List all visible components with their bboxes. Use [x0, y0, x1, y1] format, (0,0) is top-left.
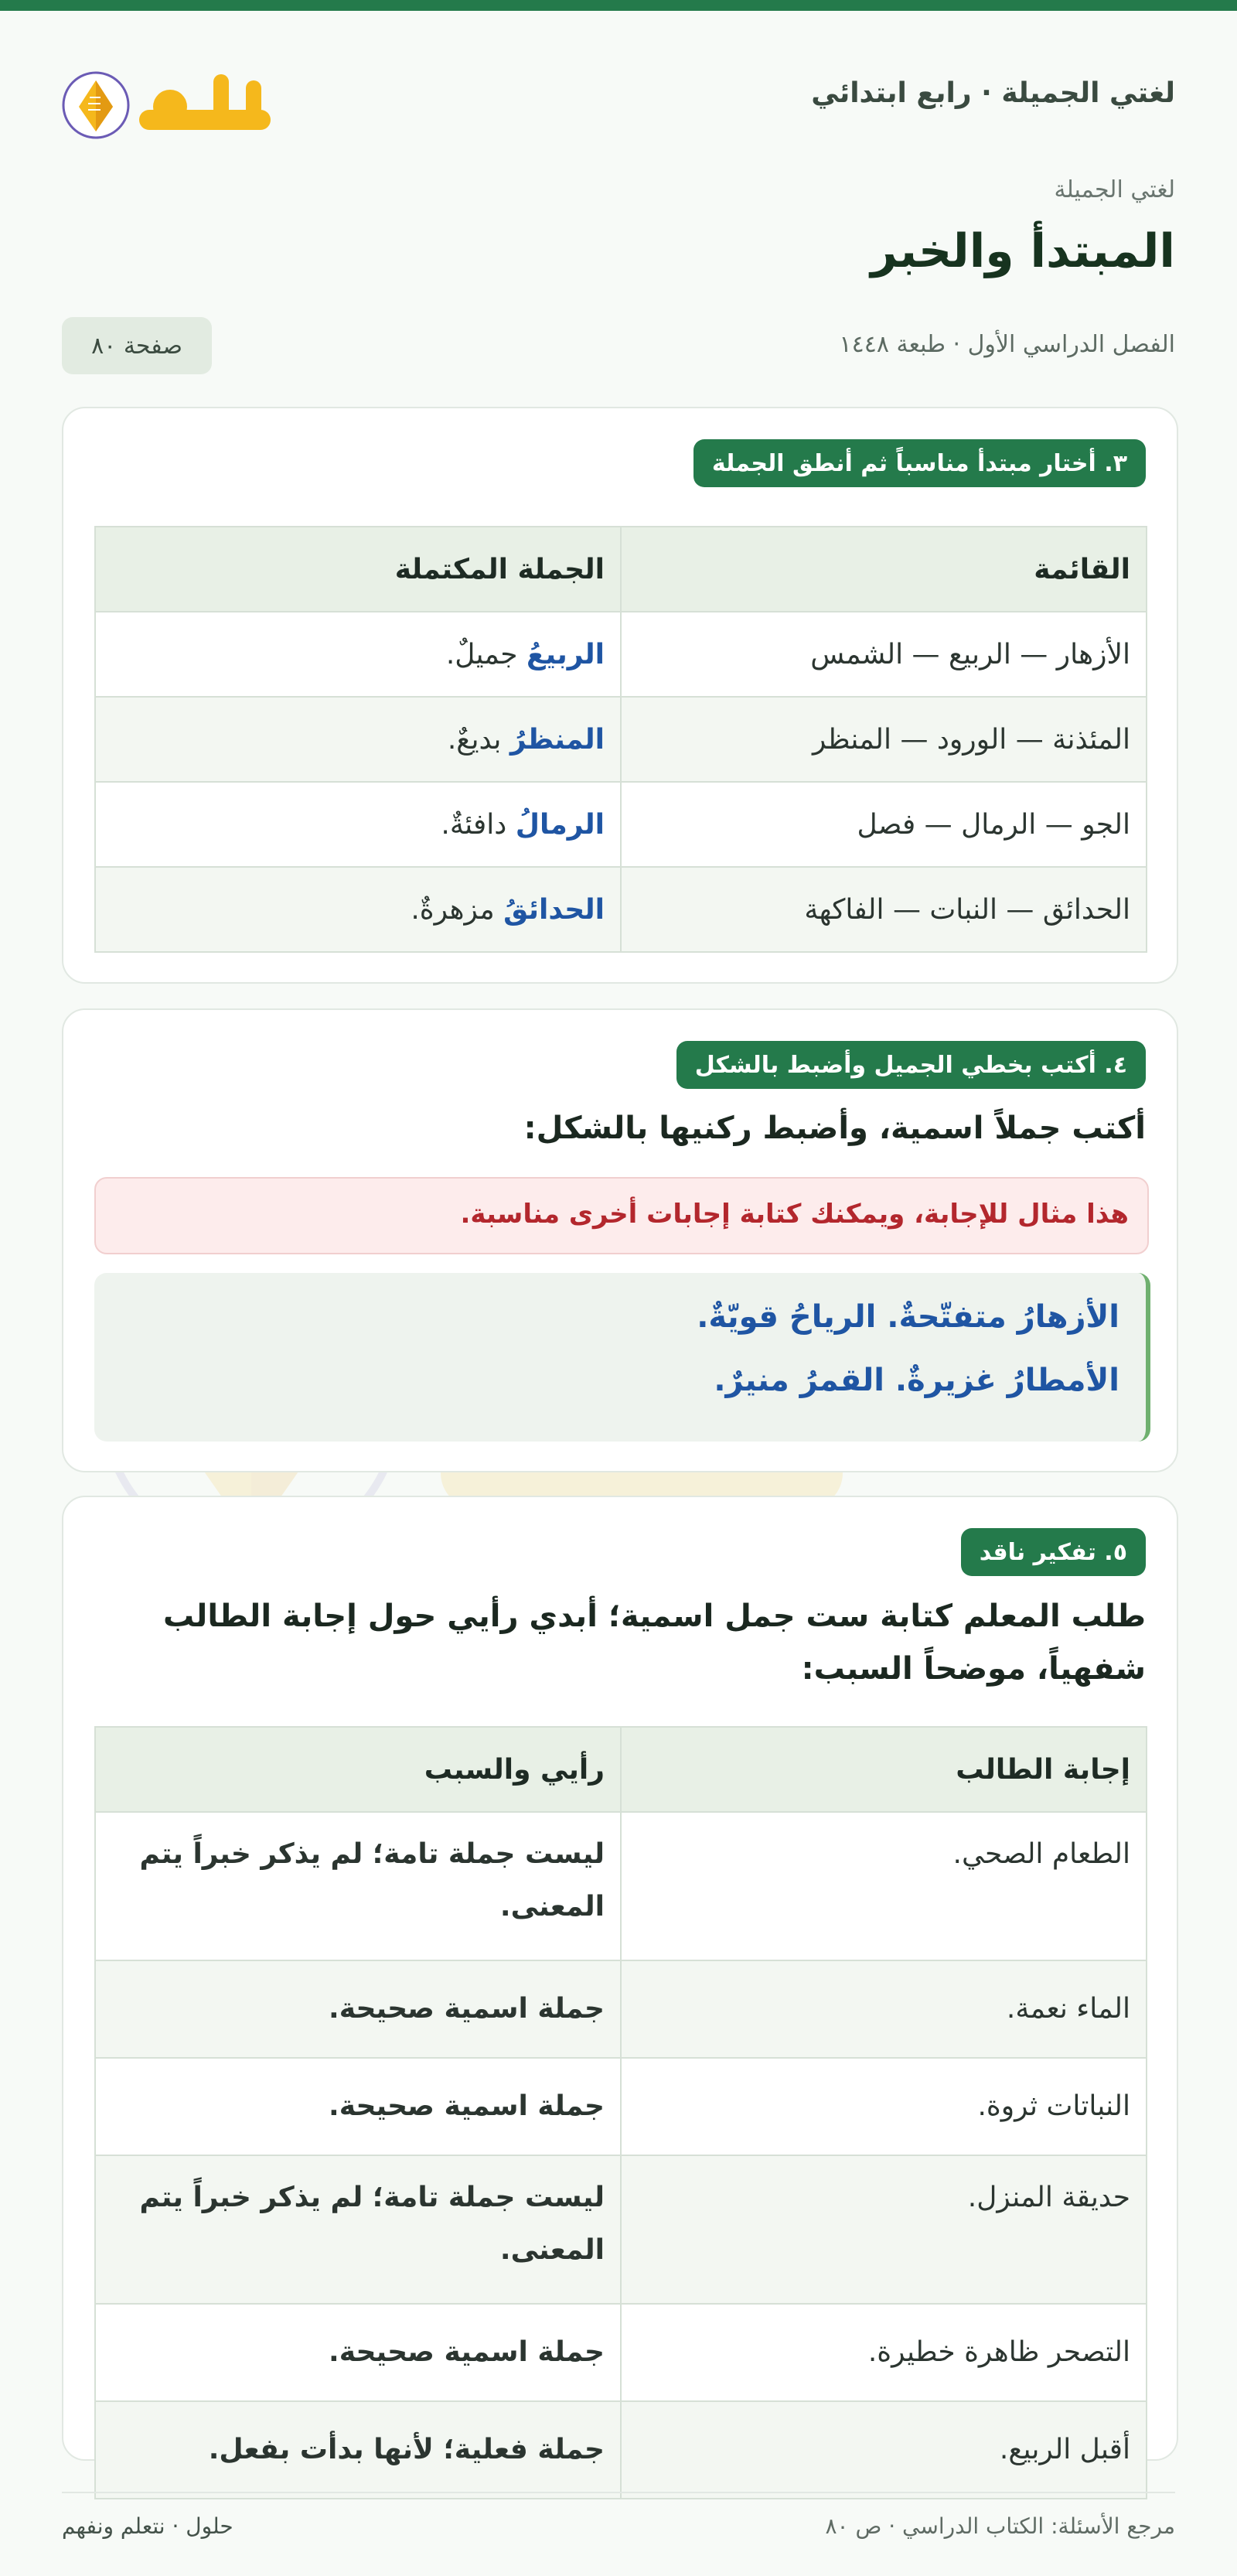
section-4-badge: ٤. أكتب بخطي الجميل وأضبط بالشكل: [676, 1041, 1146, 1089]
footer-brand: حلول · نتعلم ونفهم: [62, 2513, 233, 2539]
student-answer-cell: الماء نعمة.: [621, 1960, 1147, 2058]
section-4-instruction: أكتب جملاً اسمية، وأضبط ركنيها بالشكل:: [523, 1111, 1146, 1146]
answer-cell: [95, 612, 621, 697]
predicate-text: مزهرةٌ.: [411, 893, 504, 926]
student-answer-cell: أقبل الربيع.: [621, 2401, 1147, 2499]
page-header: [62, 54, 1175, 147]
table-row: [95, 2155, 1147, 2304]
predicate-text: دافئةٌ.: [441, 808, 516, 841]
answer-cell: [95, 867, 621, 952]
student-answer-cell: الطعام الصحي.: [621, 1812, 1147, 1960]
subject-word: المنظرُ: [509, 723, 605, 756]
answer-cell: [95, 782, 621, 867]
table-row: [95, 1960, 1147, 2058]
opinion-cell: جملة فعلية؛ لأنها بدأت بفعل.: [95, 2401, 621, 2499]
table-row: [95, 612, 1147, 697]
opinion-cell: ليست جملة تامة؛ لم يذكر خبراً يتم المعنى.: [95, 2155, 621, 2304]
column-header-student-answer: إجابة الطالب: [621, 1727, 1147, 1812]
page-number-chip: صفحة ٨٠: [62, 317, 212, 374]
table-row: [95, 1812, 1147, 1960]
opinion-cell: جملة اسمية صحيحة.: [95, 1960, 621, 2058]
page-title: المبتدأ والخبر: [871, 224, 1175, 278]
section-3-table: [94, 526, 1147, 953]
student-answer-cell: حديقة المنزل.: [621, 2155, 1147, 2304]
header-title: لغتي الجميلة · رابع ابتدائي: [811, 77, 1175, 109]
sample-answer-line: الأزهارُ متفتّحةٌ. الرياحُ قويّةٌ.: [697, 1299, 1119, 1335]
student-answer-cell: التصحر ظاهرة خطيرة.: [621, 2304, 1147, 2401]
book-subtitle: لغتي الجميلة: [1054, 176, 1175, 203]
semester-meta: الفصل الدراسي الأول · طبعة ١٤٤٨: [839, 331, 1175, 358]
section-5-table: [94, 1726, 1147, 2499]
table-row: [95, 2304, 1147, 2401]
predicate-text: جميلٌ.: [445, 638, 526, 670]
table-row: [95, 867, 1147, 952]
section-4-card: [62, 1008, 1178, 1472]
section-3-badge: ٣. أختار مبتدأ مناسباً ثم أنطق الجملة: [693, 439, 1146, 487]
subject-word: الربيعُ: [526, 638, 605, 670]
section-3-card: [62, 407, 1178, 984]
section-5-badge: ٥. تفكير ناقد: [961, 1528, 1146, 1576]
opinion-cell: ليست جملة تامة؛ لم يذكر خبراً يتم المعنى.: [95, 1812, 621, 1960]
hulul-logo: [62, 67, 278, 141]
column-header-list: القائمة: [621, 527, 1147, 612]
opinion-cell: جملة اسمية صحيحة.: [95, 2304, 621, 2401]
example-note-text: هذا مثال للإجابة، ويمكنك كتابة إجابات أخرى مناسبة.: [460, 1199, 1129, 1230]
student-answer-cell: النباتات ثروة.: [621, 2058, 1147, 2155]
section-5-card: [62, 1496, 1178, 2465]
list-cell: الجو — الرمال — فصل: [621, 782, 1147, 867]
table-header-row: [95, 1727, 1147, 1812]
section-5-question: طلب المعلم كتابة ست جمل اسمية؛ أبدي رأيي حول إجابة الطالب شفهياً، موضحاً السبب:: [162, 1598, 1146, 1687]
subject-word: الحدائقُ: [503, 893, 605, 926]
list-cell: الأزهار — الربيع — الشمس: [621, 612, 1147, 697]
footer-reference: مرجع الأسئلة: الكتاب الدراسي · ص ٨٠: [825, 2513, 1175, 2539]
sample-answer-line: الأمطارُ غزيرةٌ. القمرُ منيرٌ.: [714, 1363, 1119, 1398]
table-row: [95, 2058, 1147, 2155]
column-header-opinion: رأيي والسبب: [95, 1727, 621, 1812]
example-note: [94, 1177, 1149, 1254]
table-row: [95, 697, 1147, 782]
subject-word: الرمالُ: [515, 808, 605, 841]
sample-answers-box: [94, 1273, 1150, 1442]
column-header-complete: الجملة المكتملة: [95, 527, 621, 612]
list-cell: المئذنة — الورود — المنظر: [621, 697, 1147, 782]
table-header-row: [95, 527, 1147, 612]
predicate-text: بديعٌ.: [447, 723, 510, 756]
answer-cell: [95, 697, 621, 782]
table-row: [95, 2401, 1147, 2499]
top-accent-bar: [0, 0, 1237, 11]
opinion-cell: جملة اسمية صحيحة.: [95, 2058, 621, 2155]
footer-divider: [62, 2492, 1175, 2493]
table-row: [95, 782, 1147, 867]
list-cell: الحدائق — النبات — الفاكهة: [621, 867, 1147, 952]
